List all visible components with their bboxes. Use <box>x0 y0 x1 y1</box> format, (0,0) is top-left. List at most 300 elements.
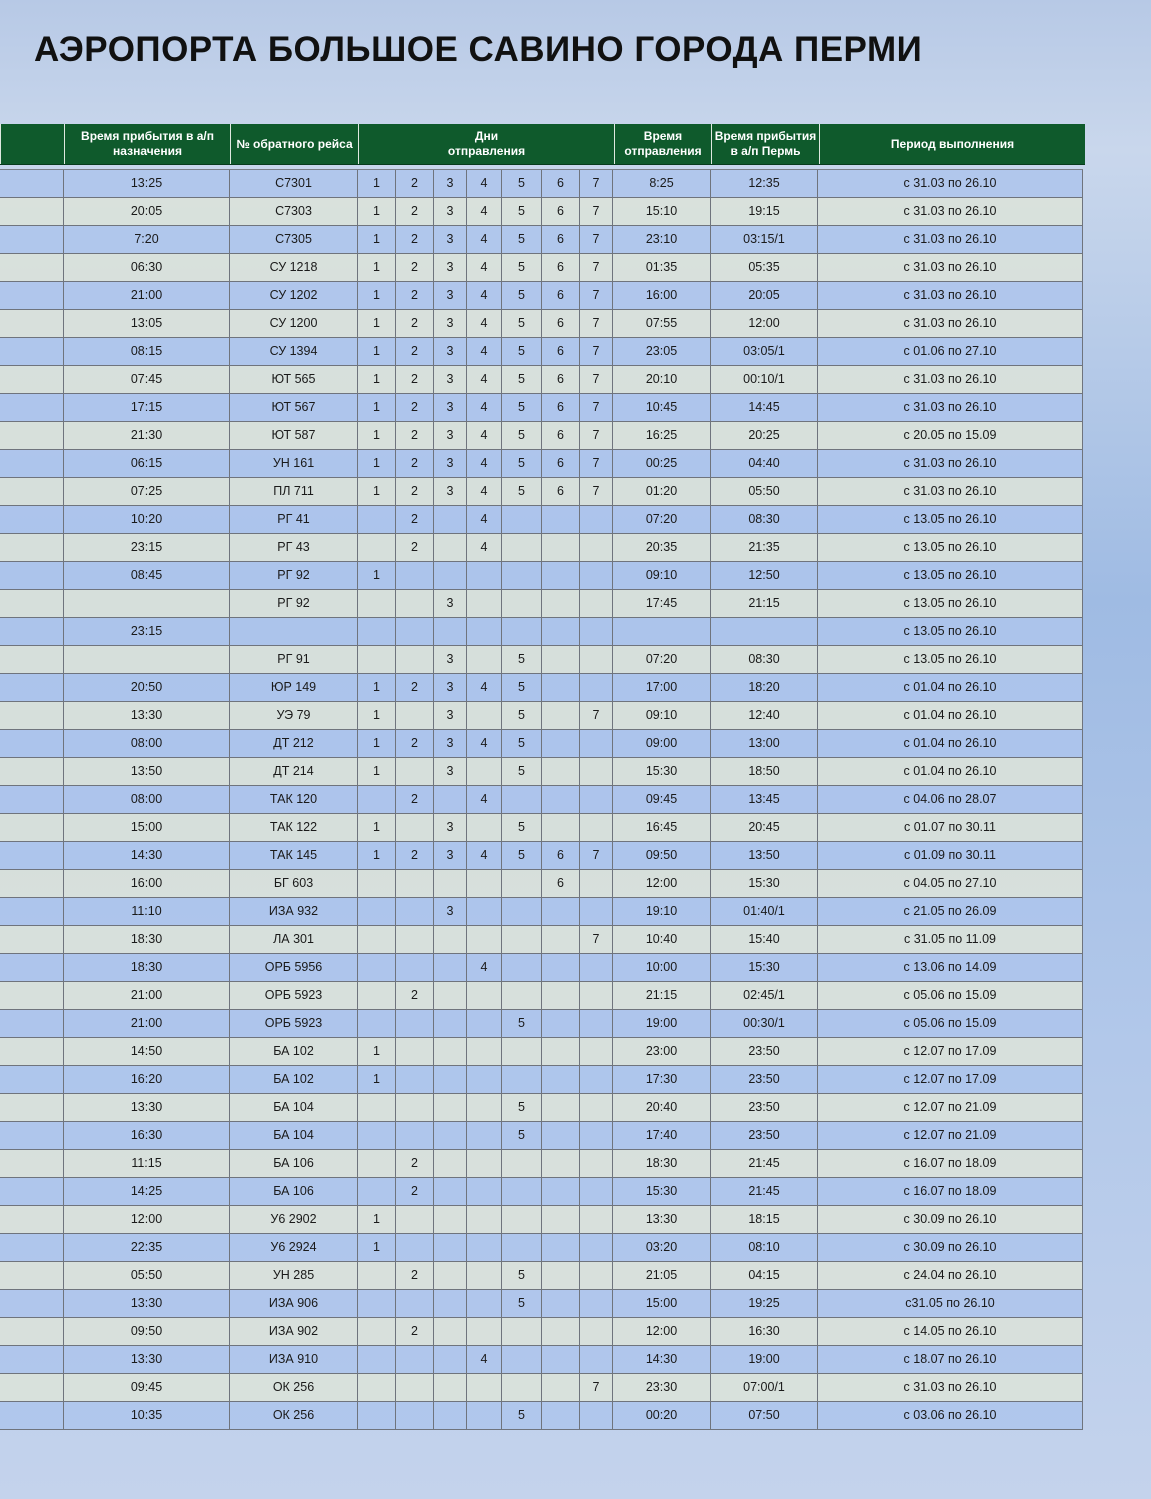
return-flight-cell: БА 106 <box>229 1178 357 1205</box>
day-6-cell <box>541 1038 579 1065</box>
table-row <box>0 366 1083 394</box>
day-7-cell: 7 <box>579 450 612 477</box>
period-cell: с 04.06 по 28.07 <box>817 786 1083 813</box>
day-6-cell: 6 <box>541 842 579 869</box>
departure-time-cell: 12:00 <box>612 870 710 897</box>
day-7-cell <box>579 898 612 925</box>
day-1-cell: 1 <box>357 1066 395 1093</box>
day-5-cell <box>501 898 541 925</box>
day-6-cell: 6 <box>541 282 579 309</box>
day-3-cell: 3 <box>433 338 466 365</box>
departure-time-cell: 18:30 <box>612 1150 710 1177</box>
day-5-cell <box>501 1318 541 1345</box>
day-2-cell: 2 <box>395 394 433 421</box>
day-7-cell <box>579 954 612 981</box>
col-blank <box>0 1262 63 1289</box>
day-6-cell <box>541 1150 579 1177</box>
day-4-cell: 4 <box>466 170 501 197</box>
col-blank <box>0 1402 63 1429</box>
col-blank <box>0 954 63 981</box>
period-cell: с 03.06 по 26.10 <box>817 1402 1083 1429</box>
table-row <box>0 1318 1083 1346</box>
arrival-destination-cell: 06:15 <box>63 450 229 477</box>
departure-time-cell <box>612 618 710 645</box>
day-5-cell <box>501 1374 541 1401</box>
table-row <box>0 702 1083 730</box>
departure-time-cell: 16:45 <box>612 814 710 841</box>
col-blank <box>0 618 63 645</box>
day-2-cell <box>395 1402 433 1429</box>
day-4-cell <box>466 758 501 785</box>
day-5-cell: 5 <box>501 1262 541 1289</box>
table-row <box>0 1374 1083 1402</box>
day-5-cell: 5 <box>501 646 541 673</box>
return-flight-cell: УЭ 79 <box>229 702 357 729</box>
day-3-cell <box>433 870 466 897</box>
departure-time-cell: 17:45 <box>612 590 710 617</box>
arrival-perm-cell: 07:50 <box>710 1402 817 1429</box>
arrival-destination-cell: 16:20 <box>63 1066 229 1093</box>
arrival-perm-cell: 23:50 <box>710 1066 817 1093</box>
day-2-cell <box>395 758 433 785</box>
arrival-destination-cell: 21:00 <box>63 282 229 309</box>
departure-time-cell: 10:00 <box>612 954 710 981</box>
day-2-cell: 2 <box>395 226 433 253</box>
day-6-cell: 6 <box>541 478 579 505</box>
day-2-cell: 2 <box>395 478 433 505</box>
departure-time-cell: 07:20 <box>612 506 710 533</box>
page-title: АЭРОПОРТА БОЛЬШОЕ САВИНО ГОРОДА ПЕРМИ <box>34 30 923 69</box>
arrival-destination-cell: 22:35 <box>63 1234 229 1261</box>
day-5-cell: 5 <box>501 1122 541 1149</box>
departure-time-cell: 23:30 <box>612 1374 710 1401</box>
day-3-cell: 3 <box>433 226 466 253</box>
table-row <box>0 170 1083 198</box>
day-4-cell: 4 <box>466 506 501 533</box>
day-6-cell <box>541 590 579 617</box>
arrival-destination-cell: 23:15 <box>63 534 229 561</box>
day-7-cell <box>579 1094 612 1121</box>
day-5-cell: 5 <box>501 1290 541 1317</box>
departure-time-cell: 14:30 <box>612 1346 710 1373</box>
day-3-cell: 3 <box>433 170 466 197</box>
day-7-cell <box>579 506 612 533</box>
period-cell: с 04.05 по 27.10 <box>817 870 1083 897</box>
day-6-cell <box>541 534 579 561</box>
return-flight-cell: ИЗА 906 <box>229 1290 357 1317</box>
day-4-cell: 4 <box>466 282 501 309</box>
day-3-cell: 3 <box>433 198 466 225</box>
arrival-perm-cell: 23:50 <box>710 1038 817 1065</box>
arrival-perm-cell: 23:50 <box>710 1122 817 1149</box>
return-flight-cell: ЮТ 587 <box>229 422 357 449</box>
day-1-cell <box>357 1346 395 1373</box>
day-3-cell <box>433 534 466 561</box>
departure-time-cell: 17:00 <box>612 674 710 701</box>
day-2-cell: 2 <box>395 1318 433 1345</box>
day-2-cell: 2 <box>395 310 433 337</box>
table-row <box>0 842 1083 870</box>
arrival-destination-cell: 08:00 <box>63 786 229 813</box>
day-1-cell: 1 <box>357 170 395 197</box>
period-cell: с 01.09 по 30.11 <box>817 842 1083 869</box>
day-7-cell <box>579 534 612 561</box>
table-row <box>0 1262 1083 1290</box>
arrival-destination-cell: 23:15 <box>63 618 229 645</box>
day-1-cell <box>357 954 395 981</box>
period-cell: с 31.03 по 26.10 <box>817 226 1083 253</box>
day-5-cell <box>501 1150 541 1177</box>
day-4-cell <box>466 702 501 729</box>
day-1-cell: 1 <box>357 254 395 281</box>
period-cell: с 18.07 по 26.10 <box>817 1346 1083 1373</box>
return-flight-cell: ОРБ 5923 <box>229 1010 357 1037</box>
day-6-cell <box>541 506 579 533</box>
day-3-cell: 3 <box>433 842 466 869</box>
period-cell: с 01.04 по 26.10 <box>817 702 1083 729</box>
day-2-cell <box>395 1206 433 1233</box>
col-blank <box>0 1150 63 1177</box>
day-1-cell <box>357 1290 395 1317</box>
day-4-cell: 4 <box>466 338 501 365</box>
day-7-cell <box>579 1234 612 1261</box>
day-3-cell: 3 <box>433 758 466 785</box>
col-blank <box>0 898 63 925</box>
day-3-cell <box>433 1402 466 1429</box>
arrival-destination-cell: 10:35 <box>63 1402 229 1429</box>
table-row <box>0 1066 1083 1094</box>
day-3-cell: 3 <box>433 450 466 477</box>
day-2-cell <box>395 562 433 589</box>
day-4-cell <box>466 926 501 953</box>
day-2-cell: 2 <box>395 786 433 813</box>
table-row <box>0 926 1083 954</box>
day-5-cell: 5 <box>501 422 541 449</box>
day-7-cell <box>579 1206 612 1233</box>
day-2-cell <box>395 1094 433 1121</box>
day-5-cell: 5 <box>501 842 541 869</box>
arrival-destination-cell: 10:20 <box>63 506 229 533</box>
departure-time-cell: 09:10 <box>612 702 710 729</box>
day-6-cell <box>541 1318 579 1345</box>
col-blank <box>0 590 63 617</box>
arrival-perm-cell <box>710 618 817 645</box>
day-2-cell: 2 <box>395 534 433 561</box>
day-5-cell: 5 <box>501 814 541 841</box>
day-7-cell: 7 <box>579 422 612 449</box>
day-1-cell: 1 <box>357 1234 395 1261</box>
day-7-cell: 7 <box>579 366 612 393</box>
departure-time-cell: 15:30 <box>612 1178 710 1205</box>
day-4-cell: 4 <box>466 534 501 561</box>
return-flight-cell: ОК 256 <box>229 1402 357 1429</box>
period-cell: с 20.05 по 15.09 <box>817 422 1083 449</box>
day-6-cell: 6 <box>541 338 579 365</box>
day-2-cell: 2 <box>395 1262 433 1289</box>
arrival-perm-cell: 18:15 <box>710 1206 817 1233</box>
day-3-cell <box>433 926 466 953</box>
day-1-cell: 1 <box>357 702 395 729</box>
day-5-cell: 5 <box>501 198 541 225</box>
day-5-cell: 5 <box>501 702 541 729</box>
arrival-perm-cell: 00:10/1 <box>710 366 817 393</box>
day-2-cell <box>395 1038 433 1065</box>
departure-time-cell: 07:20 <box>612 646 710 673</box>
return-flight-cell: ОК 256 <box>229 1374 357 1401</box>
day-6-cell <box>541 1262 579 1289</box>
arrival-destination-cell: 17:15 <box>63 394 229 421</box>
arrival-destination-cell: 08:45 <box>63 562 229 589</box>
header-blank <box>0 124 64 164</box>
day-1-cell: 1 <box>357 422 395 449</box>
return-flight-cell: РГ 41 <box>229 506 357 533</box>
day-1-cell <box>357 786 395 813</box>
arrival-perm-cell: 04:15 <box>710 1262 817 1289</box>
day-1-cell: 1 <box>357 198 395 225</box>
day-5-cell: 5 <box>501 758 541 785</box>
day-4-cell: 4 <box>466 954 501 981</box>
period-cell: с 31.05 по 11.09 <box>817 926 1083 953</box>
day-1-cell: 1 <box>357 226 395 253</box>
day-4-cell <box>466 562 501 589</box>
period-cell: с 31.03 по 26.10 <box>817 394 1083 421</box>
day-7-cell <box>579 1150 612 1177</box>
col-blank <box>0 730 63 757</box>
day-6-cell <box>541 954 579 981</box>
day-3-cell <box>433 618 466 645</box>
table-row <box>0 506 1083 534</box>
col-blank <box>0 758 63 785</box>
day-5-cell <box>501 870 541 897</box>
return-flight-cell: ЮТ 565 <box>229 366 357 393</box>
day-5-cell <box>501 1066 541 1093</box>
day-6-cell: 6 <box>541 422 579 449</box>
arrival-perm-cell: 15:30 <box>710 870 817 897</box>
period-cell: с 21.05 по 26.09 <box>817 898 1083 925</box>
day-4-cell: 4 <box>466 422 501 449</box>
day-6-cell: 6 <box>541 254 579 281</box>
table-row <box>0 1234 1083 1262</box>
arrival-destination-cell: 21:00 <box>63 1010 229 1037</box>
return-flight-cell: СУ 1200 <box>229 310 357 337</box>
return-flight-cell: С7305 <box>229 226 357 253</box>
day-7-cell <box>579 1122 612 1149</box>
return-flight-cell: БА 104 <box>229 1094 357 1121</box>
arrival-destination-cell: 14:30 <box>63 842 229 869</box>
day-5-cell: 5 <box>501 226 541 253</box>
day-2-cell: 2 <box>395 198 433 225</box>
day-1-cell: 1 <box>357 1206 395 1233</box>
day-4-cell: 4 <box>466 674 501 701</box>
period-cell: с 13.05 по 26.10 <box>817 534 1083 561</box>
day-5-cell <box>501 562 541 589</box>
day-7-cell: 7 <box>579 198 612 225</box>
arrival-destination-cell: 18:30 <box>63 926 229 953</box>
day-3-cell: 3 <box>433 730 466 757</box>
return-flight-cell: ЛА 301 <box>229 926 357 953</box>
header-period: Период выполнения <box>819 124 1085 164</box>
col-blank <box>0 1094 63 1121</box>
col-blank <box>0 870 63 897</box>
header-return-flight: № обратного рейса <box>230 124 358 164</box>
col-blank <box>0 1318 63 1345</box>
col-blank <box>0 1066 63 1093</box>
day-2-cell <box>395 926 433 953</box>
day-4-cell <box>466 1318 501 1345</box>
day-4-cell <box>466 982 501 1009</box>
arrival-destination-cell: 08:00 <box>63 730 229 757</box>
day-3-cell: 3 <box>433 282 466 309</box>
departure-time-cell: 16:00 <box>612 282 710 309</box>
day-5-cell: 5 <box>501 338 541 365</box>
day-7-cell <box>579 758 612 785</box>
departure-time-cell: 15:30 <box>612 758 710 785</box>
day-1-cell <box>357 1178 395 1205</box>
arrival-destination-cell: 05:50 <box>63 1262 229 1289</box>
day-4-cell <box>466 814 501 841</box>
arrival-destination-cell: 08:15 <box>63 338 229 365</box>
day-3-cell: 3 <box>433 590 466 617</box>
day-7-cell: 7 <box>579 170 612 197</box>
day-1-cell <box>357 1094 395 1121</box>
arrival-perm-cell: 08:10 <box>710 1234 817 1261</box>
departure-time-cell: 21:05 <box>612 1262 710 1289</box>
table-row <box>0 1402 1083 1430</box>
arrival-destination-cell: 14:50 <box>63 1038 229 1065</box>
day-1-cell: 1 <box>357 730 395 757</box>
day-7-cell <box>579 814 612 841</box>
col-blank <box>0 338 63 365</box>
day-4-cell <box>466 646 501 673</box>
departure-time-cell: 07:55 <box>612 310 710 337</box>
day-1-cell <box>357 1262 395 1289</box>
arrival-perm-cell: 19:25 <box>710 1290 817 1317</box>
col-blank <box>0 366 63 393</box>
table-row <box>0 338 1083 366</box>
day-1-cell: 1 <box>357 842 395 869</box>
period-cell: с 24.04 по 26.10 <box>817 1262 1083 1289</box>
departure-time-cell: 09:00 <box>612 730 710 757</box>
table-row <box>0 198 1083 226</box>
departure-time-cell: 20:35 <box>612 534 710 561</box>
return-flight-cell: БА 104 <box>229 1122 357 1149</box>
day-1-cell <box>357 870 395 897</box>
table-row <box>0 1038 1083 1066</box>
day-5-cell: 5 <box>501 1094 541 1121</box>
day-4-cell <box>466 1010 501 1037</box>
day-6-cell <box>541 1122 579 1149</box>
day-6-cell: 6 <box>541 394 579 421</box>
day-6-cell <box>541 1010 579 1037</box>
day-3-cell <box>433 1010 466 1037</box>
col-blank <box>0 226 63 253</box>
return-flight-cell: ИЗА 910 <box>229 1346 357 1373</box>
col-blank <box>0 1374 63 1401</box>
day-7-cell: 7 <box>579 310 612 337</box>
table-row <box>0 898 1083 926</box>
departure-time-cell: 13:30 <box>612 1206 710 1233</box>
arrival-destination-cell: 09:50 <box>63 1318 229 1345</box>
col-blank <box>0 1178 63 1205</box>
day-4-cell <box>466 1066 501 1093</box>
day-1-cell: 1 <box>357 394 395 421</box>
day-5-cell: 5 <box>501 730 541 757</box>
period-cell: с 12.07 по 21.09 <box>817 1094 1083 1121</box>
day-7-cell <box>579 1318 612 1345</box>
day-3-cell <box>433 506 466 533</box>
day-4-cell: 4 <box>466 450 501 477</box>
day-4-cell: 4 <box>466 478 501 505</box>
arrival-destination-cell: 13:05 <box>63 310 229 337</box>
col-blank <box>0 702 63 729</box>
col-blank <box>0 786 63 813</box>
arrival-perm-cell: 15:40 <box>710 926 817 953</box>
day-5-cell <box>501 590 541 617</box>
day-1-cell: 1 <box>357 814 395 841</box>
day-7-cell <box>579 1038 612 1065</box>
day-6-cell <box>541 982 579 1009</box>
day-3-cell <box>433 954 466 981</box>
arrival-destination-cell: 20:05 <box>63 198 229 225</box>
day-6-cell <box>541 618 579 645</box>
arrival-perm-cell: 07:00/1 <box>710 1374 817 1401</box>
table-row <box>0 646 1083 674</box>
day-3-cell <box>433 1234 466 1261</box>
departure-time-cell: 23:10 <box>612 226 710 253</box>
day-7-cell <box>579 1178 612 1205</box>
period-cell: с 16.07 по 18.09 <box>817 1150 1083 1177</box>
day-6-cell: 6 <box>541 366 579 393</box>
day-2-cell: 2 <box>395 422 433 449</box>
table-row <box>0 422 1083 450</box>
period-cell: с 05.06 по 15.09 <box>817 1010 1083 1037</box>
departure-time-cell: 20:40 <box>612 1094 710 1121</box>
day-7-cell: 7 <box>579 254 612 281</box>
day-2-cell: 2 <box>395 282 433 309</box>
arrival-perm-cell: 13:00 <box>710 730 817 757</box>
arrival-destination-cell: 21:30 <box>63 422 229 449</box>
day-1-cell <box>357 1010 395 1037</box>
day-1-cell: 1 <box>357 674 395 701</box>
arrival-destination-cell <box>63 590 229 617</box>
day-4-cell <box>466 870 501 897</box>
day-3-cell <box>433 1318 466 1345</box>
arrival-perm-cell: 02:45/1 <box>710 982 817 1009</box>
day-7-cell <box>579 786 612 813</box>
period-cell: с 31.03 по 26.10 <box>817 282 1083 309</box>
period-cell: с 13.05 по 26.10 <box>817 506 1083 533</box>
table-header <box>0 124 1085 165</box>
period-cell: с 31.03 по 26.10 <box>817 366 1083 393</box>
arrival-destination-cell: 07:25 <box>63 478 229 505</box>
day-7-cell <box>579 1346 612 1373</box>
day-4-cell <box>466 1094 501 1121</box>
day-2-cell <box>395 646 433 673</box>
day-4-cell <box>466 1374 501 1401</box>
table-row <box>0 450 1083 478</box>
day-3-cell <box>433 1262 466 1289</box>
day-6-cell <box>541 1234 579 1261</box>
day-3-cell: 3 <box>433 422 466 449</box>
col-blank <box>0 1346 63 1373</box>
day-6-cell <box>541 814 579 841</box>
arrival-perm-cell: 14:45 <box>710 394 817 421</box>
day-2-cell: 2 <box>395 170 433 197</box>
departure-time-cell: 20:10 <box>612 366 710 393</box>
arrival-destination-cell: 11:10 <box>63 898 229 925</box>
day-3-cell: 3 <box>433 674 466 701</box>
day-6-cell <box>541 926 579 953</box>
